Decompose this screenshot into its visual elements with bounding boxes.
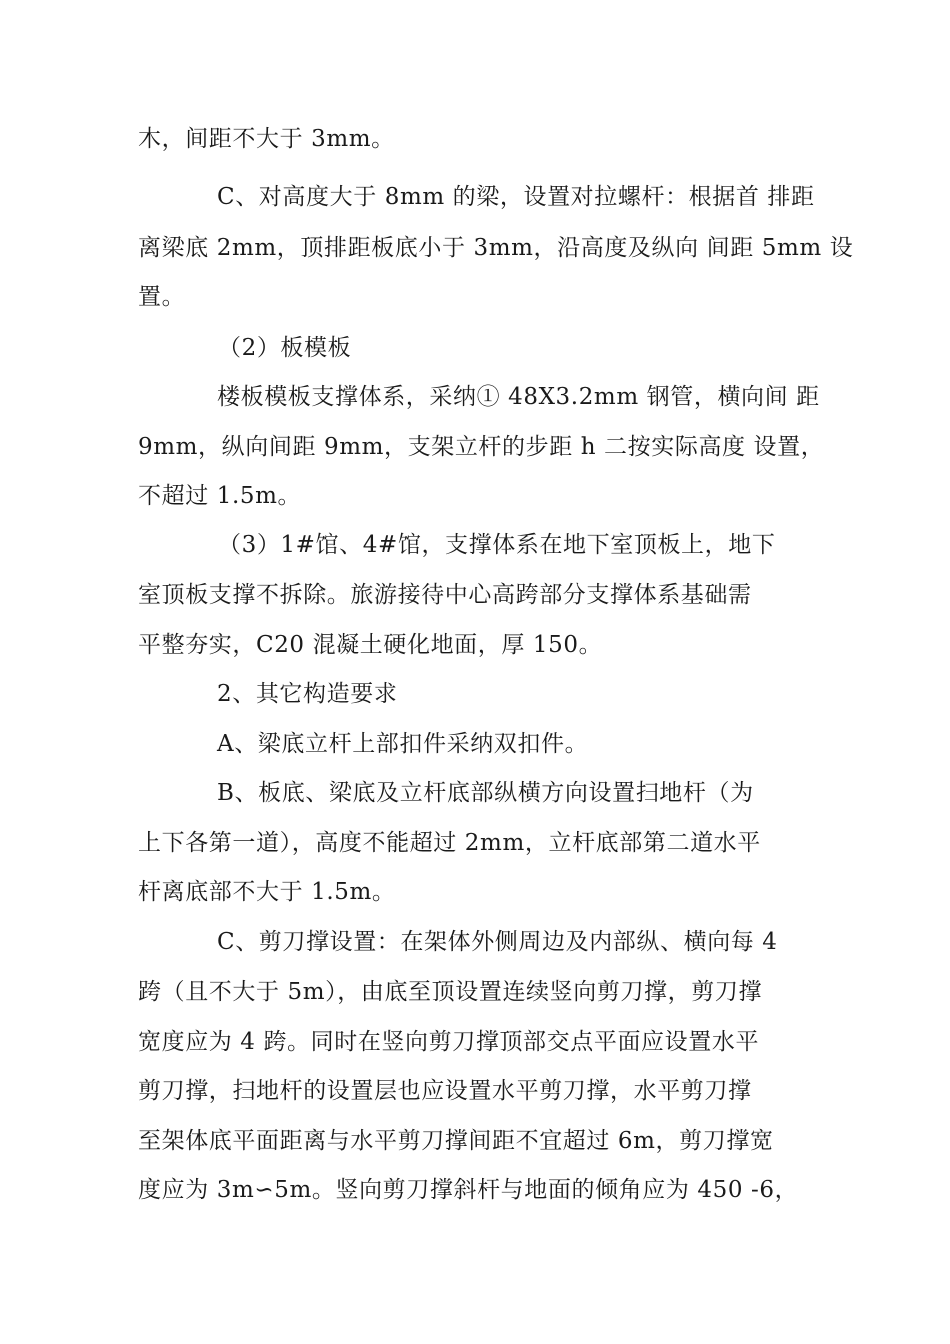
text-line-14: B、板底、梁底及立杆底部纵横方向设置扫地杆（为 bbox=[217, 780, 754, 806]
section-heading-other-requirements: 2、其它构造要求 bbox=[217, 681, 398, 707]
section-heading-board-formwork: （2）板模板 bbox=[218, 335, 352, 361]
text-line-10: 室顶板支撑不拆除。旅游接待中心高跨部分支撑体系基础需 bbox=[138, 582, 752, 608]
text-line-7: 9mm，纵向间距 9mm，支架立杆的步距 h 二按实际高度 设置， bbox=[138, 434, 825, 460]
text-line-15: 上下各第一道），高度不能超过 2mm，立杆底部第二道水平 bbox=[138, 830, 761, 856]
text-line-18: 跨（且不大于 5m），由底至顶设置连续竖向剪刀撑，剪刀撑 bbox=[138, 979, 763, 1005]
text-line-13: A、梁底立杆上部扣件采纳双扣件。 bbox=[217, 731, 589, 757]
text-line-6: 楼板模板支撑体系，采纳① 48X3.2mm 钢管，横向间 距 bbox=[217, 384, 820, 410]
text-line-17: C、剪刀撑设置：在架体外侧周边及内部纵、横向每 4 bbox=[217, 929, 778, 955]
text-line-11: 平整夯实，C20 混凝土硬化地面，厚 150。 bbox=[138, 632, 603, 658]
text-line-8: 不超过 1.5m。 bbox=[138, 483, 302, 509]
text-line-20: 剪刀撑，扫地杆的设置层也应设置水平剪刀撑，水平剪刀撑 bbox=[138, 1078, 752, 1104]
text-line-2: C、对高度大于 8mm 的梁，设置对拉螺杆：根据首 排距 bbox=[217, 184, 815, 210]
text-line-22: 度应为 3m∽5m。竖向剪刀撑斜杆与地面的倾角应为 450 -6， bbox=[138, 1177, 799, 1203]
text-line-16: 杆离底部不大于 1.5m。 bbox=[138, 879, 396, 905]
text-line-21: 至架体底平面距离与水平剪刀撑间距不宜超过 6m，剪刀撑宽 bbox=[138, 1128, 774, 1154]
text-line-1: 木，间距不大于 3mm。 bbox=[138, 126, 395, 152]
text-line-4: 置。 bbox=[138, 284, 186, 310]
text-line-3: 离梁底 2mm，顶排距板底小于 3mm，沿高度及纵向 间距 5mm 设 bbox=[138, 235, 854, 261]
text-line-9: （3）1#馆、4#馆，支撑体系在地下室顶板上，地下 bbox=[218, 532, 776, 558]
text-line-19: 宽度应为 4 跨。同时在竖向剪刀撑顶部交点平面应设置水平 bbox=[138, 1029, 760, 1055]
